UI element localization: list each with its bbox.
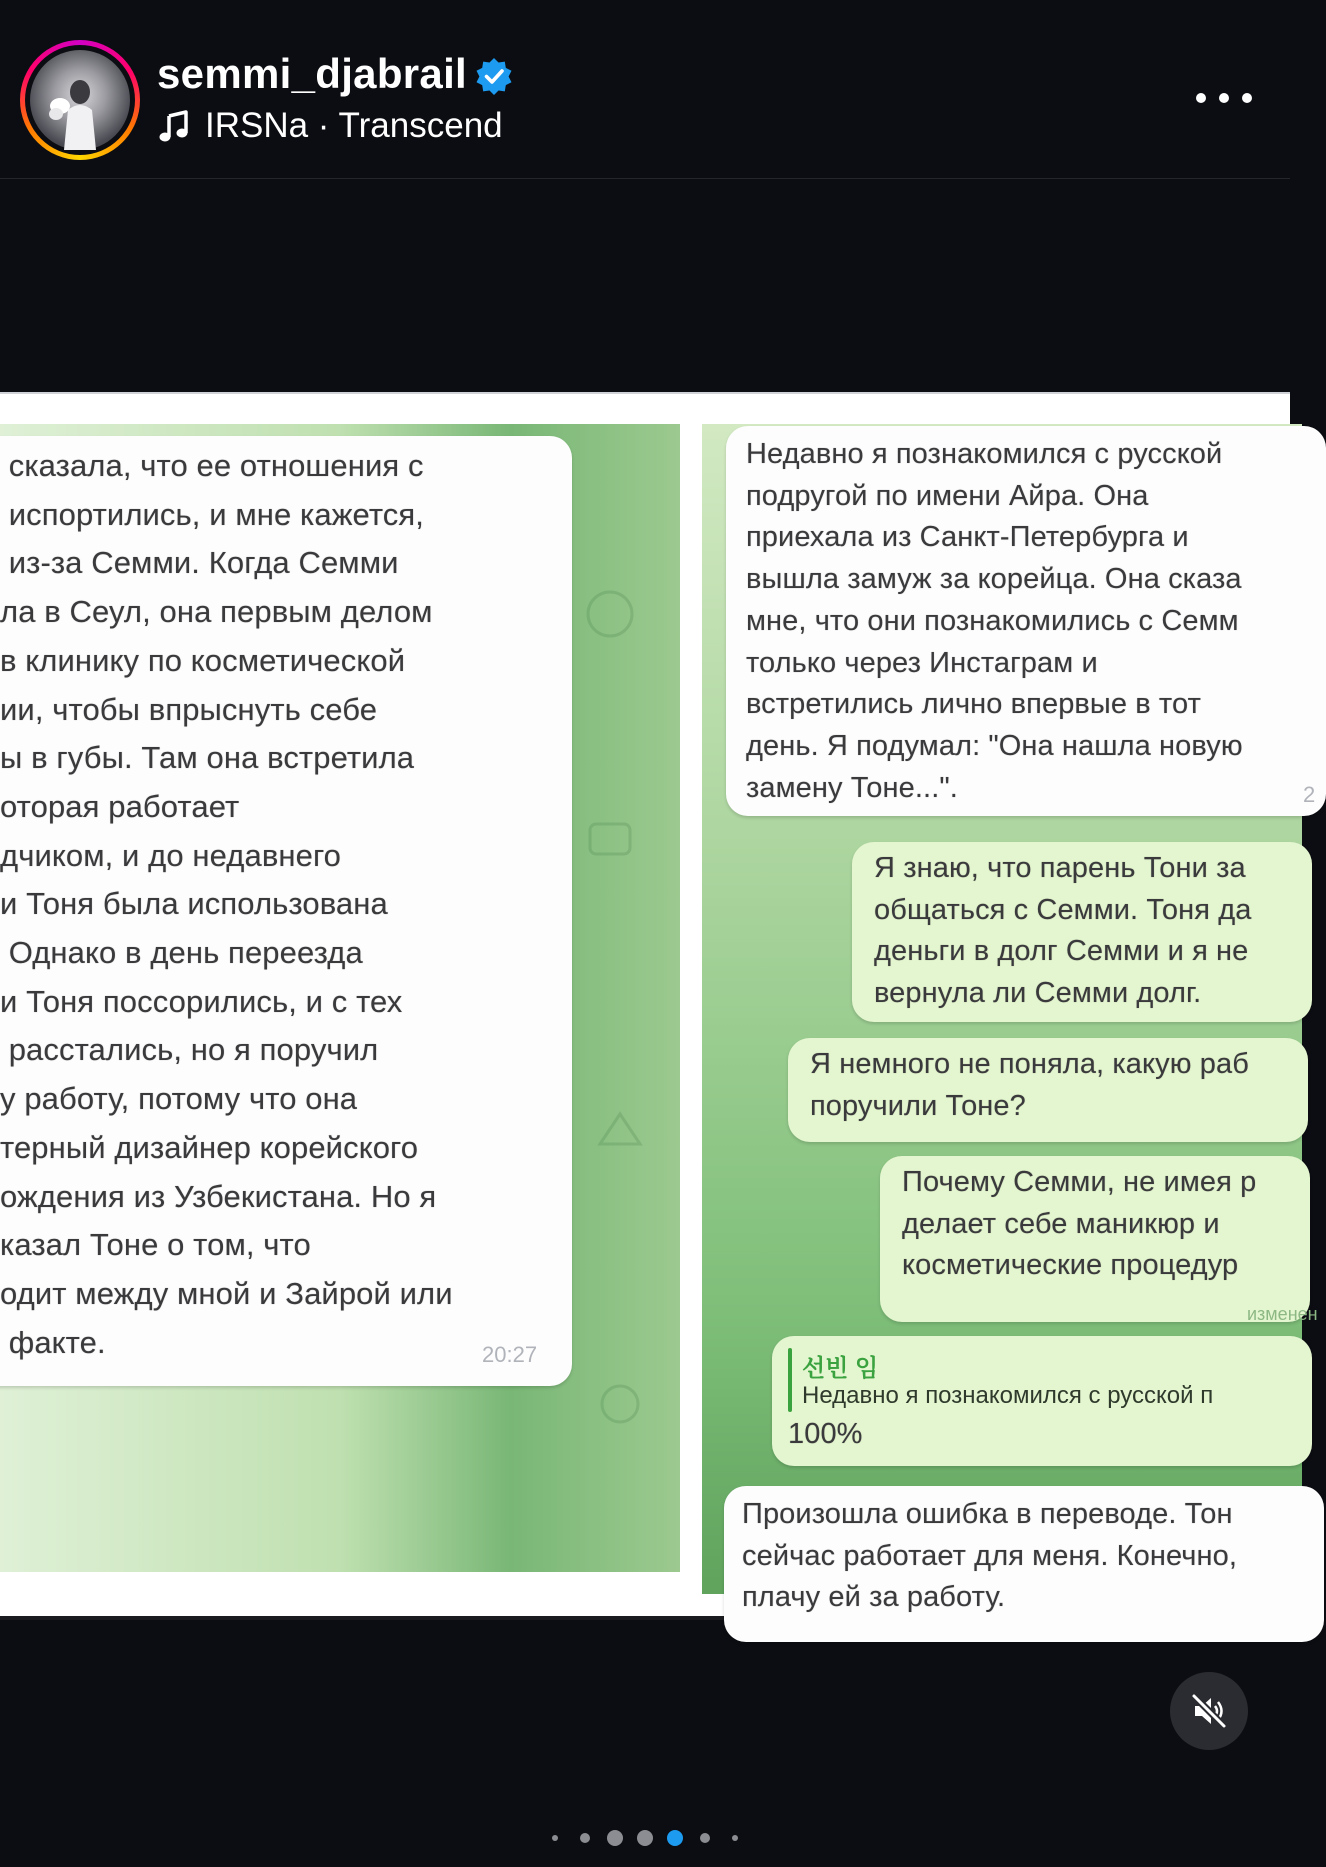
avatar-photo	[30, 50, 130, 150]
avatar[interactable]	[30, 50, 130, 150]
message-text: Я немного не поняла, какую раб поручили Тоне?	[810, 1048, 1249, 1122]
carousel-dot	[580, 1833, 590, 1843]
more-options-button[interactable]	[1196, 78, 1252, 118]
reply-quote-text: Недавно я познакомился с русской п	[802, 1382, 1214, 1409]
edited-label: изменен	[1247, 1304, 1318, 1324]
message-text: 100%	[788, 1418, 863, 1450]
message-bubble-incoming[interactable]	[724, 1486, 1324, 1642]
carousel-dot	[607, 1830, 623, 1846]
message-bubble-outgoing[interactable]	[852, 842, 1312, 1022]
reply-quote-bar	[788, 1348, 792, 1412]
message-bubble-incoming[interactable]	[726, 426, 1326, 816]
message-bubble-outgoing[interactable]	[788, 1038, 1308, 1142]
carousel-dot	[700, 1833, 710, 1843]
chat-screenshot-left	[0, 424, 680, 1572]
mute-toggle-button[interactable]	[1170, 1672, 1248, 1750]
verified-badge-icon	[474, 56, 514, 96]
message-text: Я знаю, что парень Тони за общаться с Семми. Тоня да деньги в долг Семми и я не вернула ли Семми долг.	[874, 852, 1252, 1010]
carousel-dot	[637, 1830, 653, 1846]
message-text: Произошла ошибка в переводе. Тон сейчас работает для меня. Конечно, плачу ей за работу.	[742, 1498, 1237, 1614]
reply-quote-author: 선빈 임	[802, 1355, 879, 1382]
message-bubble-incoming[interactable]	[0, 436, 572, 1386]
carousel-dot-active	[667, 1830, 683, 1846]
music-note-icon	[157, 109, 191, 143]
speaker-muted-icon	[1189, 1691, 1229, 1731]
message-bubble-reply[interactable]	[772, 1336, 1312, 1466]
carousel-dot	[732, 1835, 738, 1841]
story-ring[interactable]	[20, 40, 140, 160]
username[interactable]: semmi_djabrail	[157, 50, 468, 97]
message-text: сказала, что ее отношения с испортились, и мне кажется, из-за Семми. Когда Семми ла в Сеул, она первым делом в клинику по косметической ии, чтобы впрыснуть себе ы в губы. Там она встретила оторая работает дчиком, и до недавнего и Тоня была использована Однако в день переезда и Тоня поссорились, и с тех расстались, но я поручил у работу, потому что она терный дизайнер корейского ождения из Узбекистана. Но я казал Тоне о том, что одит между мной и Зайрой или факте.	[0, 448, 453, 1360]
more-horizontal-icon	[1196, 93, 1206, 103]
carousel-indicator	[0, 1828, 1290, 1848]
audio-track[interactable]	[157, 104, 503, 148]
message-bubble-outgoing[interactable]	[880, 1156, 1318, 1324]
post-header	[0, 0, 1290, 179]
post-media[interactable]	[0, 392, 1318, 1620]
carousel-dot	[552, 1835, 558, 1841]
chat-screenshot-right	[702, 424, 1318, 1614]
message-text: Недавно я познакомился с русской подругой по имени Айра. Она приехала из Санкт-Петербурга и вышла замуж за корейца. Она сказа мне, что они познакомились с Семм только через Инстаграм и встретились лично впервые в тот день. Я подумал: "Она нашла новую замену Тоне...".	[746, 438, 1243, 804]
message-time: 20:27	[482, 1342, 538, 1367]
message-time: 2	[1303, 782, 1316, 807]
audio-track-label: IRSNa · Transcend	[205, 106, 503, 145]
message-text: Почему Семми, не имея р делает себе маникюр и косметические процедур	[902, 1166, 1257, 1282]
